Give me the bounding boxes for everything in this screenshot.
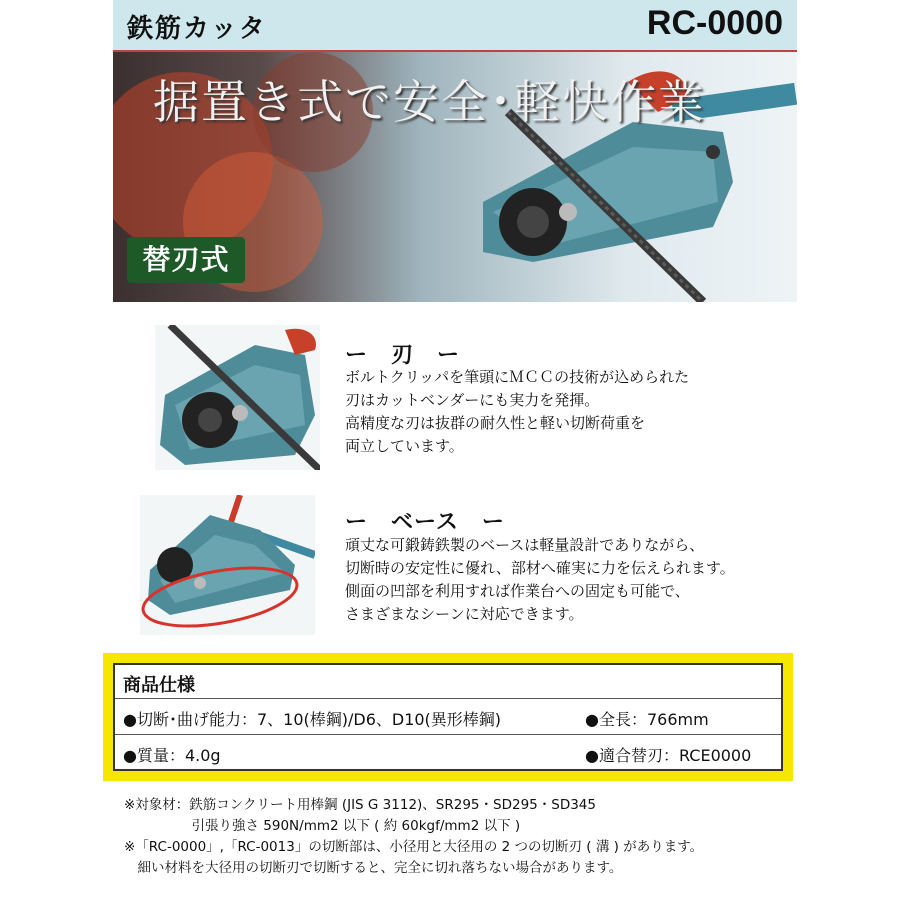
spec-frame — [103, 653, 793, 781]
hero-headline: 据置き式で安全･軽快作業 — [153, 75, 706, 129]
replaceable-blade-badge: 替刃式 — [127, 237, 245, 283]
header-bar — [113, 0, 797, 52]
product-category-title: 鉄筋カッタ — [127, 14, 267, 44]
base-feature-title: ー ベース ー — [345, 510, 505, 535]
blade-feature-title: ー 刃 ー — [345, 343, 461, 368]
spec-table — [113, 663, 783, 771]
spec-length: ●全長：766mm — [585, 710, 709, 729]
blade-photo — [155, 325, 320, 470]
base-feature-text: 頑丈な可鍛鋳鉄製のベースは軽量設計でありながら、 切断時の安定性に優れ、部材へ確実に力を伝えられます。 側面の凹部を利用すれば作業台への固定も可能で、 さまざまなシーンに対応できます。 — [345, 536, 735, 623]
spec-mass: ●質量：4.0g — [123, 746, 221, 765]
blade-feature-text: ボルトクリッパを筆頭にＭＣＣの技術が込められた 刃はカットベンダーにも実力を発揮。 高精度な刃は抜群の耐久性と軽い切断荷重を 両立しています。 — [345, 368, 690, 455]
hero-banner — [113, 52, 797, 302]
spec-blade: ●適合替刃：RCE0000 — [585, 746, 752, 765]
footnotes: ※対象材：鉄筋コンクリート用棒鋼 (JIS G 3112)、SR295・SD295・SD345 引張り強さ 590N/mm2 以下 ( 約 60kgf/mm2 以下 ) ※「RC-0000」,「RC-0013」の切断部は、小径用と大径用の 2 つの切断刃 ( 溝 ) があります。 細い材料を大径用の切断刃で切断すると、完全に切れ落ちない場合があります。 — [124, 797, 704, 876]
model-number: RC-0000 — [646, 4, 783, 42]
spec-row-mass — [115, 735, 781, 769]
spec-row-capacity — [115, 699, 781, 735]
spec-capacity: ●切断･曲げ能力：7、10(棒鋼)/D6、D10(異形棒鋼) — [123, 710, 502, 729]
base-photo — [140, 495, 315, 635]
spec-heading: 商品仕様 — [115, 665, 781, 699]
